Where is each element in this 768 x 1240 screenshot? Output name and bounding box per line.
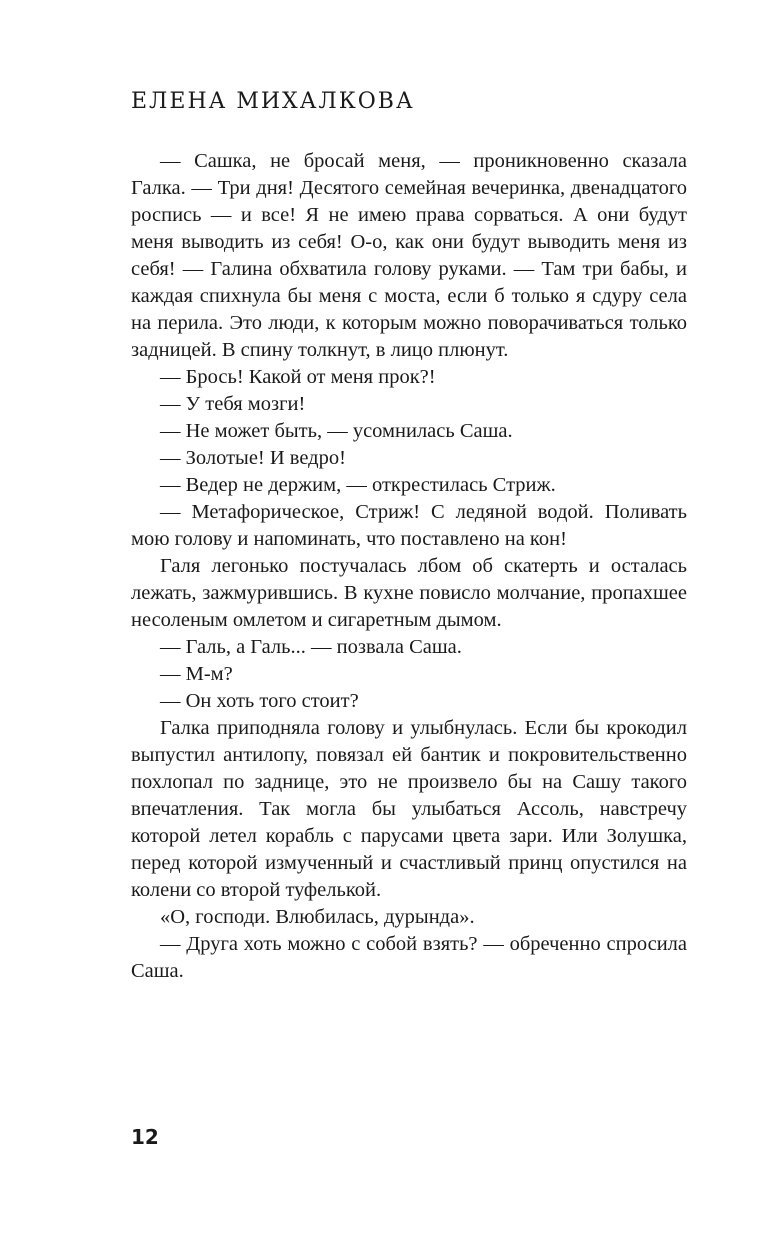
paragraph: — Брось! Какой от меня прок?! <box>160 366 436 388</box>
paragraph: — Метафорическое, Стриж! С ледяной водой. Поливать мою голову и напоминать, что поставлено на кон! <box>131 501 687 550</box>
paragraph: — Ведер не держим, — открестилась Стриж. <box>160 474 556 496</box>
paragraph: — Он хоть того стоит? <box>160 690 359 712</box>
paragraph: «О, господи. Влюбилась, дурында». <box>160 906 475 928</box>
paragraph: — М-м? <box>160 663 233 685</box>
paragraph: — У тебя мозги! <box>160 393 306 415</box>
body-text <box>131 148 687 985</box>
paragraph: Галя легонько постучалась лбом об скатерть и осталась лежать, зажмурившись. В кухне повисло молчание, пропахшее несоленым омлетом и сигаретным дымом. <box>131 555 687 631</box>
paragraph: — Галь, а Галь... — позвала Саша. <box>160 636 462 658</box>
running-head: ЕЛЕНА МИХАЛКОВА <box>131 89 415 114</box>
paragraph: Галка приподняла голову и улыбнулась. Если бы крокодил выпустил антилопу, повязал ей бантик и покровительственно похлопал по заднице, это не произвело бы на Сашу такого впечатления. Так могла бы улыбаться Ассоль, навстречу которой летел корабль с парусами цвета зари. Или Золушка, перед которой измученный и счастливый принц опустился на колени со второй туфелькой. <box>131 717 687 901</box>
paragraph: — Золотые! И ведро! <box>160 447 346 469</box>
page-number: 12 <box>131 1125 159 1149</box>
paragraph: — Друга хоть можно с собой взять? — обреченно спросила Саша. <box>131 933 687 982</box>
paragraph: — Сашка, не бросай меня, — проникновенно сказала Галка. — Три дня! Десятого семейная вечеринка, двенадцатого роспись — и все! Я не имею права сорваться. А они будут меня выводить из себя! О-о, как они будут выводить меня из себя! — Галина обхватила голову руками. — Там три бабы, и каждая спихнула бы меня с моста, если б только я сдуру села на перила. Это люди, к которым можно поворачиваться только задницей. В спину толкнут, в лицо плюнут. <box>131 150 687 361</box>
paragraph: — Не может быть, — усомнилась Саша. <box>160 420 513 442</box>
